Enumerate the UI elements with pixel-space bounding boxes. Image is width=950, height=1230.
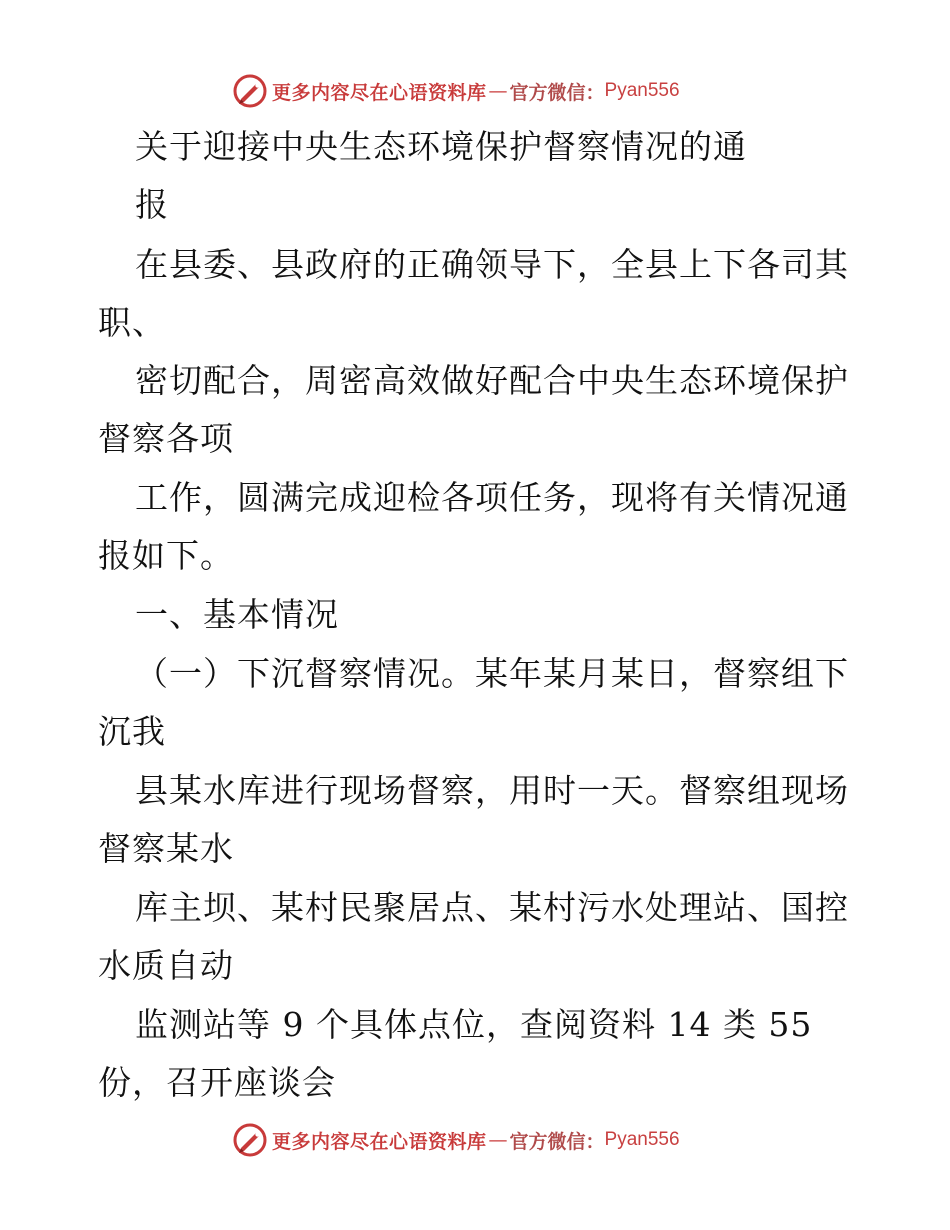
body-line: 监测站等 9 个具体点位，查阅资料 14 类 55 [135,1005,813,1044]
watermark-dash: — [488,80,508,102]
watermark-id-text: Pyan556 [604,80,680,101]
pen-logo-icon [232,73,268,109]
body-line: 县某水库进行现场督察，用时一天。督察组现场 [135,771,849,810]
document-title-line-1: 关于迎接中央生态环境保护督察情况的通 [135,127,747,166]
body-line: 督察某水 [98,829,234,868]
body-line: 库主坝、某村民聚居点、某村污水处理站、国控 [135,888,849,927]
body-line: 职、 [98,303,166,342]
body-line: （一）下沉督察情况。某年某月某日，督察组下 [135,654,849,693]
watermark-banner-top [232,71,712,111]
body-line: 在县委、县政府的正确领导下，全县上下各司其 [135,245,849,284]
body-line: 工作，圆满完成迎检各项任务，现将有关情况通 [135,478,849,517]
watermark-id-text: Pyan556 [604,1129,680,1150]
watermark-sub-text: 官方微信： [509,81,605,104]
body-line: 沉我 [98,712,166,751]
body-line: 水质自动 [98,946,234,985]
body-line: 份，召开座谈会 [98,1063,336,1102]
pen-logo-icon [232,1122,268,1158]
body-line: 密切配合，周密高效做好配合中央生态环境保护 [135,361,849,400]
watermark-sub-text: 官方微信： [509,1130,605,1153]
document-title-line-2: 报 [135,185,169,224]
watermark-main-text: 更多内容尽在心语资料库 [272,1130,487,1153]
body-line: 报如下。 [98,536,234,575]
watermark-banner-bottom [232,1120,712,1160]
body-line: 督察各项 [98,419,234,458]
watermark-dash: — [488,1129,508,1151]
watermark-main-text: 更多内容尽在心语资料库 [272,81,487,104]
section-heading: 一、基本情况 [135,595,339,634]
